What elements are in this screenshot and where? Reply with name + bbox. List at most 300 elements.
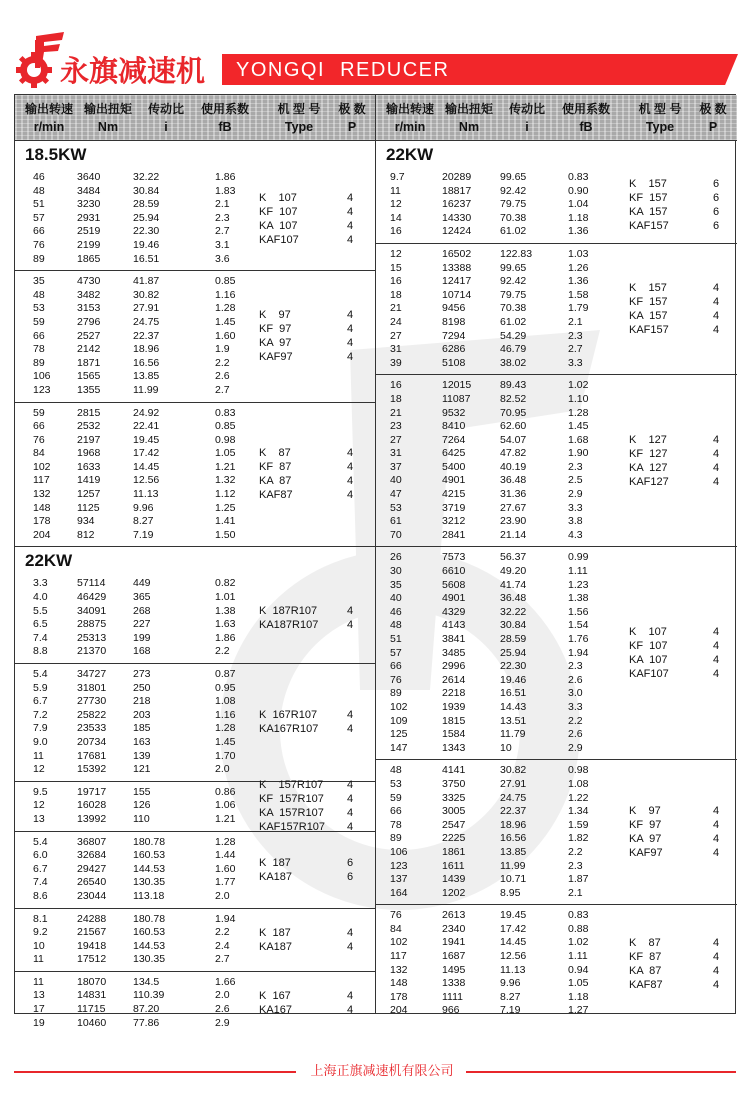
- cell-output-speed: 26: [390, 551, 402, 564]
- cell-ratio: 155: [133, 785, 151, 798]
- cell-ratio: 22.30: [133, 225, 160, 238]
- cell-output-torque: 3212: [442, 515, 466, 528]
- cell-service-factor: 1.28: [568, 406, 589, 419]
- pole-count: 4: [347, 475, 354, 488]
- cell-output-torque: 2931: [77, 211, 101, 224]
- cell-output-speed: 35: [33, 275, 45, 288]
- cell-output-torque: 32684: [77, 849, 107, 862]
- header-output-torque: 输出扭矩: [83, 102, 132, 116]
- pole-count: 4: [347, 723, 354, 736]
- cell-output-torque: 17681: [77, 749, 107, 762]
- cell-output-speed: 46: [390, 605, 402, 618]
- cell-ratio: 199: [133, 631, 151, 644]
- cell-service-factor: 2.4: [215, 939, 230, 952]
- model-group: [15, 972, 375, 1034]
- cell-ratio: 70.95: [500, 406, 527, 419]
- cell-output-speed: 178: [33, 515, 51, 528]
- cell-output-torque: 21370: [77, 645, 107, 658]
- model-type-name: KF 157: [629, 296, 668, 309]
- unit-rpm: r/min: [394, 120, 426, 134]
- cell-output-torque: 3482: [77, 288, 101, 301]
- unit-type: Type: [284, 120, 314, 134]
- pole-count: 4: [347, 940, 354, 953]
- cell-service-factor: 1.36: [568, 275, 589, 288]
- cell-output-speed: 123: [33, 383, 51, 396]
- cell-output-speed: 31: [390, 343, 402, 356]
- power-rating-heading: 22KW: [25, 551, 73, 571]
- cell-output-speed: 76: [33, 433, 45, 446]
- cell-output-speed: 148: [33, 501, 51, 514]
- cell-output-torque: 1338: [442, 977, 466, 990]
- cell-service-factor: 0.87: [215, 668, 236, 680]
- pole-count: 4: [347, 309, 354, 322]
- cell-ratio: 160.53: [133, 849, 166, 862]
- model-group: [376, 547, 737, 760]
- group-rows: [15, 779, 375, 834]
- cell-service-factor: 2.7: [215, 383, 230, 396]
- cell-output-speed: 8.1: [33, 912, 48, 925]
- header-poles: 极 数: [338, 102, 366, 116]
- model-type-name: KF 157: [629, 191, 668, 204]
- cell-service-factor: 1.21: [215, 460, 236, 473]
- cell-service-factor: 1.18: [568, 990, 589, 1003]
- table-row: [15, 384, 375, 398]
- cell-output-torque: 2815: [77, 406, 101, 419]
- cell-output-torque: 1939: [442, 700, 466, 713]
- model-type-name: K 187: [259, 856, 291, 869]
- model-type-row: [259, 604, 371, 618]
- model-type-row: [259, 778, 371, 792]
- power-rating-heading: 18.5KW: [25, 145, 87, 164]
- cell-output-torque: 4215: [442, 488, 466, 501]
- cell-ratio: 10.71: [500, 873, 527, 886]
- cell-service-factor: 3.0: [568, 687, 583, 700]
- table-row: [15, 668, 375, 682]
- model-type-name: K 97: [629, 805, 661, 818]
- cell-output-speed: 125: [390, 728, 408, 741]
- model-type-row: [629, 804, 741, 818]
- header-ratio: 传动比: [147, 102, 184, 116]
- cell-output-torque: 1611: [442, 859, 465, 872]
- table-body-left: [15, 141, 375, 1034]
- model-type-name: KF 107: [629, 640, 668, 653]
- model-type-row: [259, 336, 371, 350]
- cell-service-factor: 1.70: [215, 749, 236, 762]
- pole-count: 6: [713, 191, 720, 204]
- cell-output-torque: 8198: [442, 315, 466, 328]
- model-type-row: [629, 475, 741, 489]
- cell-output-torque: 21567: [77, 926, 107, 939]
- unit-nm: Nm: [458, 120, 480, 134]
- cell-service-factor: 2.2: [215, 645, 230, 658]
- cell-service-factor: 0.99: [568, 551, 589, 564]
- cell-output-torque: 19717: [77, 785, 107, 798]
- table-row: [376, 357, 737, 371]
- model-type-row: [259, 205, 371, 219]
- cell-output-torque: 2197: [77, 433, 101, 446]
- table-row: [15, 591, 375, 605]
- cell-output-torque: 1815: [442, 714, 466, 727]
- table-row: [15, 529, 375, 543]
- table-row: [376, 343, 737, 357]
- cell-ratio: 203: [133, 708, 151, 721]
- cell-output-torque: 25822: [77, 708, 107, 721]
- pole-count: 4: [713, 324, 720, 337]
- cell-output-torque: 2532: [77, 420, 101, 433]
- model-type-row: [259, 219, 371, 233]
- cell-service-factor: 1.76: [568, 633, 589, 645]
- cell-output-speed: 3.3: [33, 577, 48, 590]
- cell-ratio: 54.07: [500, 433, 527, 446]
- cell-output-torque: 3230: [77, 198, 101, 211]
- cell-output-speed: 39: [390, 356, 402, 369]
- cell-ratio: 11.79: [500, 728, 526, 741]
- table-row: [376, 991, 737, 1005]
- cell-output-speed: 48: [390, 764, 402, 777]
- cell-output-torque: 1968: [77, 447, 101, 460]
- cell-output-speed: 13: [33, 989, 45, 1002]
- cell-service-factor: 1.34: [568, 805, 589, 818]
- model-group: [376, 244, 737, 375]
- cell-service-factor: 1.16: [215, 288, 236, 301]
- cell-output-speed: 57: [390, 646, 402, 659]
- table-row: [376, 764, 737, 778]
- cell-service-factor: 1.82: [568, 832, 589, 845]
- table-row: [376, 565, 737, 579]
- header-type: 机 型 号: [638, 102, 682, 116]
- unit-fb: fB: [218, 120, 232, 134]
- pole-count: 4: [713, 978, 720, 991]
- table-row: [376, 701, 737, 715]
- model-type-row: [629, 461, 741, 475]
- cell-ratio: 56.37: [500, 551, 527, 564]
- brand-name-cn: 永旗减速机: [60, 54, 206, 88]
- pole-count: 4: [713, 847, 720, 860]
- cell-service-factor: 1.58: [568, 288, 589, 301]
- cell-output-speed: 16: [390, 275, 402, 288]
- pole-count: 4: [347, 489, 354, 502]
- table-row: [15, 890, 375, 904]
- table-row: [15, 682, 375, 696]
- cell-output-speed: 21: [390, 406, 402, 419]
- cell-output-speed: 59: [33, 315, 45, 328]
- cell-output-torque: 1202: [442, 886, 466, 899]
- model-type-name: K 187R107: [259, 605, 318, 618]
- cell-ratio: 61.02: [500, 225, 527, 238]
- cell-output-torque: 12424: [442, 225, 472, 238]
- cell-output-torque: 1565: [77, 370, 101, 383]
- table-row: [376, 488, 737, 502]
- cell-output-torque: 10460: [77, 1016, 107, 1029]
- cell-output-speed: 15: [390, 261, 402, 274]
- cell-output-torque: 4730: [77, 275, 101, 288]
- cell-service-factor: 1.27: [568, 1004, 589, 1017]
- table-row: [376, 606, 737, 620]
- cell-output-speed: 14: [390, 211, 402, 224]
- cell-service-factor: 1.9: [215, 343, 230, 356]
- cell-service-factor: 0.98: [568, 764, 589, 777]
- cell-output-torque: 1343: [442, 741, 466, 754]
- cell-ratio: 110: [133, 812, 150, 825]
- pole-count: 6: [713, 205, 720, 218]
- table-row: [376, 860, 737, 874]
- cell-output-speed: 66: [33, 225, 45, 238]
- cell-output-torque: 2142: [77, 343, 101, 356]
- cell-ratio: 22.37: [500, 805, 527, 818]
- table-row: [376, 909, 737, 923]
- cell-output-torque: 7294: [442, 329, 466, 342]
- cell-service-factor: 1.16: [215, 708, 236, 721]
- cell-output-torque: 2547: [442, 818, 466, 831]
- model-type-row: [629, 625, 741, 639]
- cell-output-torque: 1111: [442, 990, 464, 1003]
- model-type-name: KAF127: [629, 475, 669, 488]
- cell-service-factor: 3.8: [568, 515, 583, 528]
- cell-output-torque: 4143: [442, 619, 466, 632]
- cell-ratio: 13.85: [500, 845, 527, 858]
- cell-service-factor: 2.2: [215, 926, 230, 939]
- cell-service-factor: 1.38: [215, 604, 236, 617]
- cell-ratio: 14.43: [500, 700, 527, 713]
- cell-ratio: 113.18: [133, 889, 165, 902]
- cell-output-speed: 21: [390, 302, 402, 315]
- cell-ratio: 16.56: [133, 356, 160, 369]
- model-type-name: KA 157R107: [259, 807, 324, 820]
- table-row: [376, 579, 737, 593]
- model-type-row: [629, 205, 741, 219]
- cell-output-speed: 76: [390, 909, 402, 922]
- cell-output-speed: 5.4: [33, 835, 48, 848]
- model-type-row: [629, 433, 741, 447]
- table-row: [376, 715, 737, 729]
- model-type-row: [259, 618, 371, 632]
- cell-service-factor: 1.77: [215, 876, 236, 889]
- cell-output-speed: 7.4: [33, 876, 48, 889]
- table-row: [15, 253, 375, 267]
- cell-output-speed: 47: [390, 488, 402, 501]
- cell-service-factor: 1.41: [215, 515, 236, 528]
- cell-output-torque: 2519: [77, 225, 101, 238]
- cell-ratio: 25.94: [500, 646, 527, 659]
- cell-output-torque: 934: [77, 515, 95, 528]
- cell-output-torque: 2527: [77, 329, 101, 342]
- cell-service-factor: 1.11: [568, 565, 588, 578]
- pole-count: 4: [713, 433, 720, 446]
- cell-ratio: 180.78: [133, 912, 166, 925]
- table-row: [376, 687, 737, 701]
- model-type-name: K 97: [259, 309, 291, 322]
- model-type-row: [629, 964, 741, 978]
- table-body-right: [376, 141, 737, 1022]
- cell-output-torque: 11087: [442, 392, 471, 405]
- cell-output-torque: 2841: [442, 528, 466, 541]
- cell-service-factor: 0.85: [215, 275, 236, 288]
- cell-output-torque: 1871: [77, 356, 101, 369]
- cell-output-speed: 23: [390, 420, 402, 433]
- cell-ratio: 41.74: [500, 578, 527, 591]
- model-type-list: [259, 989, 371, 1017]
- cell-ratio: 23.90: [500, 515, 527, 528]
- cell-service-factor: 3.3: [568, 700, 583, 713]
- model-type-row: [259, 488, 371, 502]
- group-rows: [376, 375, 737, 546]
- cell-output-speed: 117: [390, 950, 407, 963]
- cell-output-torque: 19418: [77, 939, 107, 952]
- cell-ratio: 25.94: [133, 211, 160, 224]
- table-row: [376, 728, 737, 742]
- model-type-name: KA 107: [259, 219, 298, 232]
- cell-ratio: 268: [133, 604, 151, 617]
- cell-ratio: 250: [133, 681, 151, 694]
- cell-output-torque: 1439: [442, 873, 466, 886]
- pole-count: 4: [347, 807, 354, 820]
- model-type-row: [629, 281, 741, 295]
- model-group: [376, 375, 737, 547]
- group-rows: [15, 832, 375, 908]
- model-type-name: KA167R107: [259, 723, 319, 736]
- table-row: [15, 763, 375, 777]
- cell-output-speed: 48: [33, 184, 45, 197]
- cell-service-factor: 1.87: [568, 873, 589, 886]
- cell-ratio: 9.96: [133, 501, 154, 514]
- cell-output-speed: 9.7: [390, 171, 405, 183]
- model-type-list: [629, 804, 741, 860]
- model-type-name: KAF87: [259, 489, 293, 502]
- pole-count: 4: [713, 461, 720, 474]
- cell-ratio: 11.99: [133, 383, 159, 396]
- table-row: [376, 393, 737, 407]
- model-type-name: KF 87: [629, 950, 662, 963]
- cell-output-torque: 2613: [442, 909, 466, 922]
- cell-service-factor: 1.66: [215, 975, 236, 988]
- cell-service-factor: 2.9: [215, 1016, 230, 1029]
- table-row: [15, 577, 375, 591]
- cell-output-torque: 18070: [77, 975, 107, 988]
- cell-service-factor: 1.22: [568, 791, 589, 804]
- unit-type: Type: [645, 120, 675, 134]
- model-type-row: [259, 474, 371, 488]
- cell-ratio: 122.83: [500, 247, 533, 260]
- cell-output-torque: 16237: [442, 198, 472, 211]
- pole-count: 4: [347, 191, 354, 204]
- cell-output-torque: 2199: [77, 238, 101, 251]
- model-type-row: [629, 447, 741, 461]
- cell-ratio: 19.45: [500, 909, 527, 922]
- cell-ratio: 16.51: [133, 252, 160, 265]
- cell-output-torque: 20289: [442, 171, 472, 183]
- table-row: [15, 645, 375, 659]
- pole-count: 4: [713, 626, 720, 639]
- cell-ratio: 87.20: [133, 1003, 160, 1016]
- cell-ratio: 92.42: [500, 275, 527, 288]
- cell-output-torque: 3153: [77, 302, 101, 315]
- cell-output-speed: 51: [390, 633, 402, 645]
- table-row: [376, 742, 737, 756]
- cell-ratio: 31.36: [500, 488, 527, 501]
- pole-count: 4: [713, 833, 720, 846]
- cell-output-torque: 2340: [442, 922, 466, 935]
- table-row: [15, 836, 375, 850]
- cell-ratio: 16.51: [500, 687, 527, 700]
- group-rows: [15, 909, 375, 971]
- cell-ratio: 18.96: [133, 343, 160, 356]
- cell-output-torque: 8410: [442, 420, 466, 433]
- cell-output-torque: 3841: [442, 633, 466, 645]
- cell-output-speed: 84: [33, 447, 45, 460]
- cell-output-speed: 4.0: [33, 591, 48, 604]
- table-row: [376, 502, 737, 516]
- model-group: [15, 779, 375, 834]
- cell-ratio: 89.43: [500, 379, 527, 392]
- model-type-row: [259, 926, 371, 940]
- cell-ratio: 22.37: [133, 329, 160, 342]
- cell-output-torque: 13388: [442, 261, 472, 274]
- cell-service-factor: 2.3: [568, 460, 583, 473]
- cell-output-torque: 5608: [442, 578, 466, 591]
- cell-output-torque: 4329: [442, 605, 466, 618]
- cell-service-factor: 1.83: [215, 184, 236, 197]
- cell-output-torque: 4141: [442, 764, 466, 777]
- pole-count: 6: [347, 856, 354, 869]
- cell-service-factor: 1.05: [215, 447, 236, 460]
- cell-output-torque: 1687: [442, 950, 466, 963]
- model-type-list: [259, 308, 371, 364]
- pole-count: 4: [713, 964, 720, 977]
- pole-count: 4: [713, 447, 720, 460]
- cell-output-speed: 7.4: [33, 631, 48, 644]
- cell-ratio: 62.60: [500, 420, 527, 433]
- pole-count: 4: [347, 351, 354, 364]
- model-type-name: KAF157: [629, 219, 669, 232]
- cell-ratio: 99.65: [500, 261, 527, 274]
- cell-output-speed: 61: [390, 515, 402, 528]
- cell-output-torque: 3485: [442, 646, 466, 659]
- table-row: [376, 515, 737, 529]
- model-group: [15, 664, 375, 782]
- table-header: [376, 95, 737, 141]
- model-type-name: KF 127: [629, 447, 668, 460]
- cell-service-factor: 1.94: [215, 912, 236, 925]
- cell-output-speed: 78: [33, 343, 45, 356]
- cell-ratio: 7.19: [500, 1004, 521, 1017]
- cell-output-speed: 102: [390, 700, 408, 713]
- cell-output-speed: 48: [390, 619, 402, 632]
- cell-output-speed: 132: [390, 963, 408, 976]
- cell-ratio: 130.35: [133, 876, 166, 889]
- model-type-name: KA 87: [629, 964, 662, 977]
- cell-output-torque: 6286: [442, 343, 466, 356]
- footer-divider-right: [466, 1071, 736, 1073]
- model-group: [15, 271, 375, 402]
- cell-service-factor: 3.6: [215, 252, 230, 265]
- cell-output-torque: 16028: [77, 799, 107, 812]
- cell-output-speed: 204: [390, 1004, 408, 1017]
- model-type-list: [259, 778, 371, 834]
- cell-service-factor: 1.02: [568, 379, 589, 392]
- model-type-row: [259, 460, 371, 474]
- table-row: [376, 248, 737, 262]
- model-type-name: KA 97: [629, 833, 662, 846]
- group-rows: [376, 547, 737, 759]
- table-row: [376, 592, 737, 606]
- table-row: [376, 262, 737, 276]
- cell-output-speed: 66: [390, 660, 402, 673]
- model-type-list: [629, 433, 741, 489]
- cell-output-speed: 46: [33, 171, 45, 183]
- cell-service-factor: 2.2: [568, 714, 583, 727]
- cell-output-speed: 12: [33, 799, 45, 812]
- table-row: [15, 913, 375, 927]
